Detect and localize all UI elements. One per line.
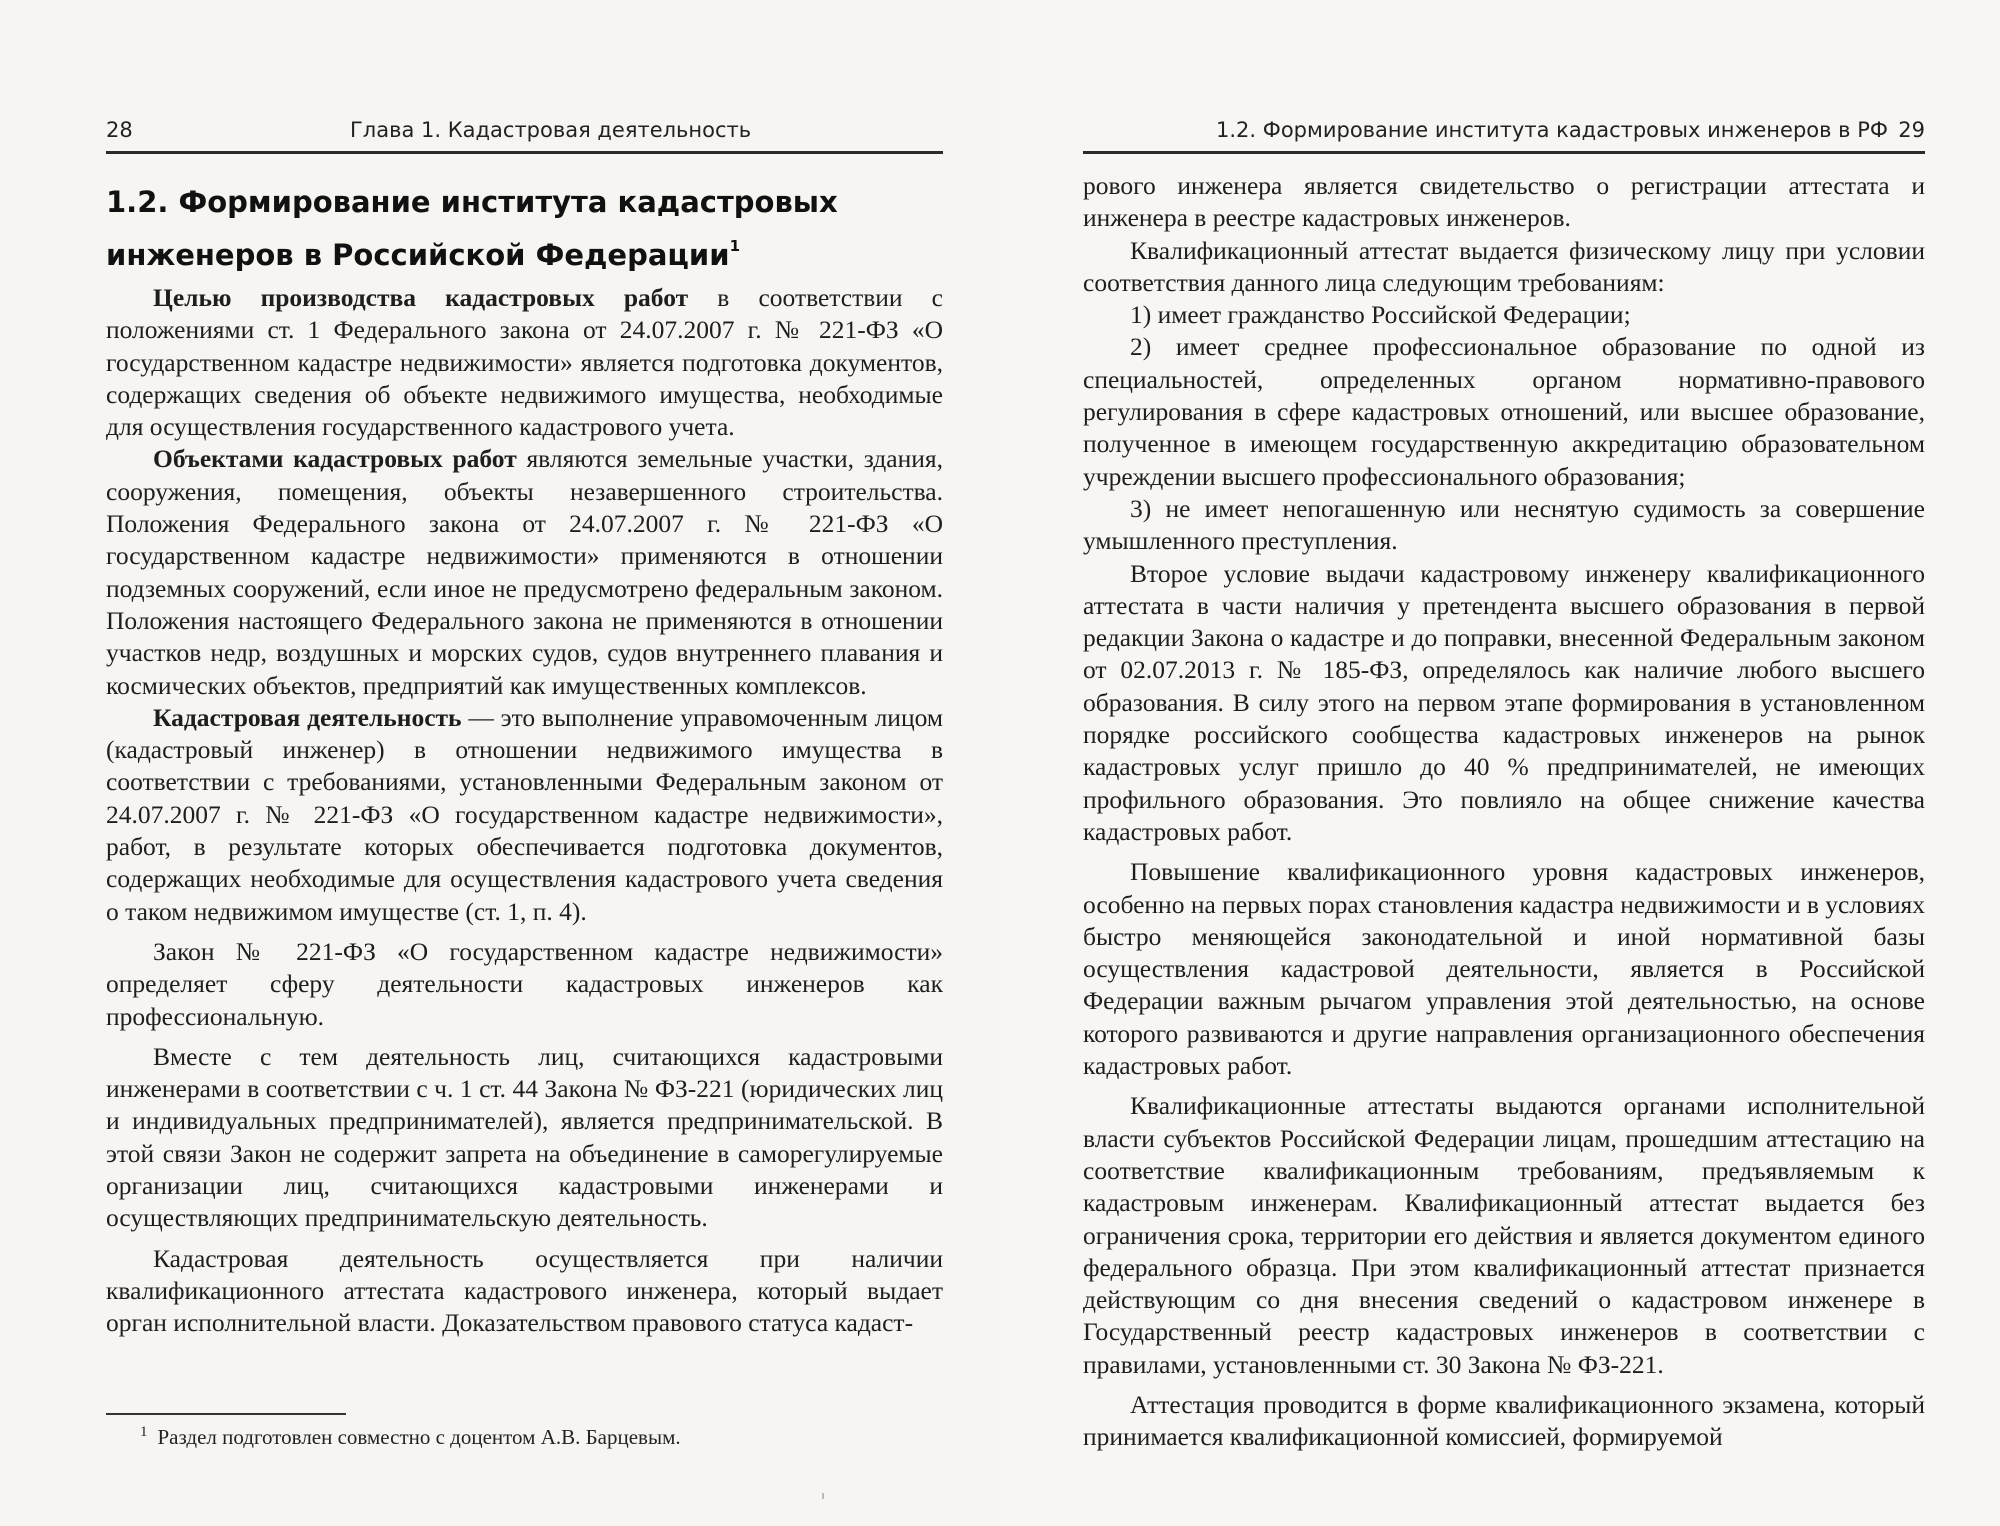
paragraph-text: в соответствии с положениями ст. 1 Федерального закона от 24.07.2007 г. № 221-ФЗ «О государственном кадастре недвижимости» является подготовка документов, содержащих сведения об объекте недвижимого имущества, необходимые для осуществления государственного кадастрового учета. bbox=[106, 283, 943, 442]
footnote bbox=[140, 1424, 940, 1450]
right-body-text bbox=[1083, 170, 1925, 1454]
paragraph-text: — это выполнение управомоченным лицом (кадастровый инженер) в отношении недвижимого имущества в соответствии с требованиями, установленными Федеральным законом от 24.07.2007 г. № 221-ФЗ «О государственном кадастре недвижимости», работ, в результате которых обеспечивается подготовка документов, содержащих необходимые для осуществления кадастрового учета сведения о таком недвижимом имуществе (ст. 1, п. 4). bbox=[106, 702, 944, 926]
paragraph bbox=[106, 1041, 943, 1235]
footnote-divider bbox=[106, 1413, 346, 1415]
section-title-text: 1.2. Формирование института кадастровых инженеров в Российской Федерации bbox=[106, 185, 838, 272]
paragraph bbox=[106, 443, 943, 701]
paragraph: Квалификационные аттестаты выдаются органами исполнительной власти субъектов Российской Федерации лицам, прошедшим аттестацию на соответствие квалификационным требованиям, предъявляемым к кадастровым инженерам. Квалификационный аттестат выдается без ограничения срока, территории его действия и является документом единого федерального образца. При этом квалификационный аттестат признается действующим со дня внесения сведений о кадастровом инженере в Государственный реестр кадастровых инженеров в соответствии с правилами, установленными ст. 30 Закона № ФЗ-221. bbox=[1083, 1091, 1925, 1379]
paragraph: Второе условие выдачи кадастровому инженеру квалификационного аттестата в части наличия у претендента высшего образования в первой редакции Закона о кадастре и до поправки, внесенной Федеральным законом от 02.07.2013 г. № 185-ФЗ, определялось как наличие любого высшего образования. В силу этого на первом этапе формирования в установленном порядке российского сообщества кадастровых инженеров на рынок кадастровых услуг пришло до 40 % предпринимателей, не имеющих профильного образования. Это повлияло на общее снижение качества кадастровых работ. bbox=[1083, 558, 1925, 846]
paragraph-text: являются земельные участки, здания, сооружения, помещения, объекты незавершенного строительства. Положения Федерального закона от 24.07.2007 г. № 221-ФЗ «О государственном кадастре недвижимости» применяются в отношении подземных сооружений, если иное не предусмотрено федеральным законом. Положения настоящего Федерального закона не применяются в отношении участков недр, воздушных и морских судов, судов внутреннего плавания и космических объектов, предприятий как имущественных комплексов. bbox=[106, 444, 943, 700]
footnote-reference: 1 bbox=[729, 237, 740, 255]
right-page bbox=[1000, 0, 2000, 1526]
paragraph-text: Закон № 221-ФЗ «О государственном кадастре недвижимости» определяет сферу деятельности кадастровых инженеров как профессиональную. bbox=[106, 936, 943, 1031]
page-number-left: 28 bbox=[106, 118, 133, 142]
list-item: 1) имеет гражданство Российской Федерации; bbox=[1130, 300, 1631, 330]
running-head-left bbox=[106, 114, 943, 154]
paragraph bbox=[106, 1243, 943, 1340]
paper-speck bbox=[822, 1493, 824, 1499]
paragraph bbox=[106, 282, 943, 443]
list-item: 3) не имеет непогашенную или неснятую судимость за совершение умышленного преступления. bbox=[1083, 493, 1925, 556]
paragraph: рового инженера является свидетельство о регистрации аттестата и инженера в реестре кадастровых инженеров. bbox=[1083, 171, 1925, 233]
paragraph bbox=[106, 936, 943, 1033]
running-head-right bbox=[1083, 114, 1925, 154]
section-title bbox=[106, 180, 943, 277]
paragraph-text: Кадастровая деятельность осуществляется при наличии квалификационного аттестата кадастрового инженера, который выдает орган исполнительной власти. Доказательством правового статуса кадаст- bbox=[106, 1243, 943, 1338]
chapter-title: Глава 1. Кадастровая деятельность bbox=[350, 118, 752, 142]
page-number-right: 29 bbox=[1898, 118, 1925, 142]
paragraph: Повышение квалификационного уровня кадастровых инженеров, особенно на первых порах становления кадастра недвижимости и в условиях быстро меняющейся законодательной и иной нормативной базы осуществления кадастровой деятельности, является в Российской Федерации важным рычагом управления этой деятельностью, на основе которого развиваются и другие направления организационного обеспечения кадастровых работ. bbox=[1083, 857, 1925, 1081]
term-bold: Целью производства кадастровых работ bbox=[153, 283, 689, 312]
section-running-title: 1.2. Формирование института кадастровых инженеров в РФ bbox=[1216, 118, 1888, 142]
term-bold: Кадастровая деятельность bbox=[153, 702, 462, 732]
paragraph: Аттестация проводится в форме квалификационного экзамена, который принимается квалификационной комиссией, формируемой bbox=[1083, 1389, 1925, 1452]
list-item: 2) имеет среднее профессиональное образование по одной из специальностей, определенных органом нормативно-правового регулирования в сфере кадастровых отношений, или высшее образование, полученное в имеющем государственную аккредитацию образовательном учреждении высшего профессионального образования; bbox=[1083, 332, 1925, 491]
paragraph-text: Вместе с тем деятельность лиц, считающихся кадастровыми инженерами в соответствии с ч. 1 ст. 44 Закона № ФЗ-221 (юридических лиц и индивидуальных предпринимателей), является предпринимательской. В этой связи Закон не содержит запрета на объединение в саморегулируемые организации лиц, считающихся кадастровыми инженерами и осуществляющих предпринимательскую деятельность. bbox=[106, 1041, 943, 1233]
footnote-marker: 1 bbox=[140, 1424, 148, 1440]
footnote-text: Раздел подготовлен совместно с доцентом А.В. Барцевым. bbox=[157, 1425, 681, 1449]
left-body-text bbox=[106, 282, 943, 1340]
paragraph bbox=[106, 702, 943, 928]
paragraph: Квалификационный аттестат выдается физическому лицу при условии соответствия данного лица следующим требованиям: bbox=[1083, 235, 1925, 297]
term-bold: Объектами кадастровых работ bbox=[153, 444, 517, 474]
